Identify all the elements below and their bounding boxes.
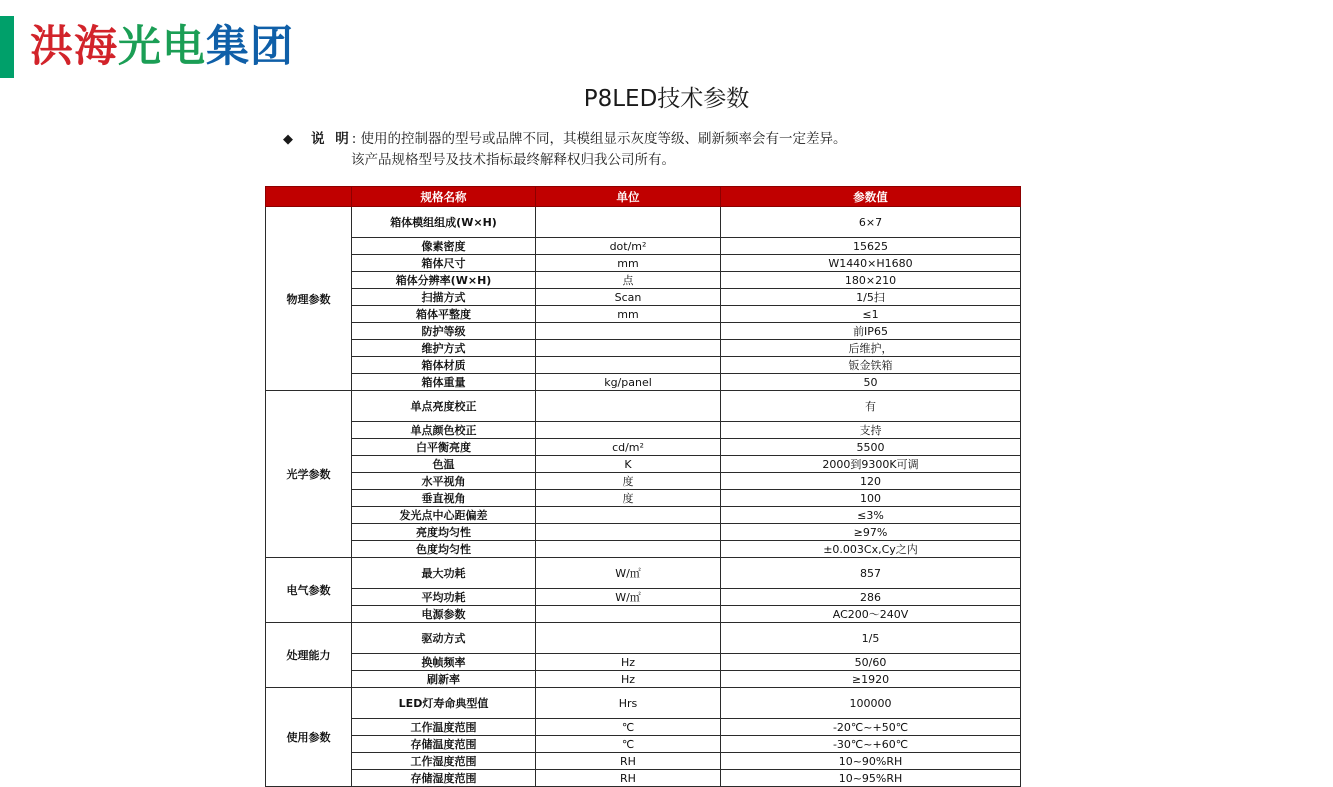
table-cell-unit: 度: [536, 473, 721, 490]
table-cell-spec-name: 最大功耗: [352, 558, 536, 589]
table-cell-unit: RH: [536, 770, 721, 787]
table-cell-value: 2000到9300K可调: [721, 456, 1021, 473]
table-cell-spec-name: 工作温度范围: [352, 719, 536, 736]
table-cell-spec-name: 白平衡亮度: [352, 439, 536, 456]
table-row: [266, 207, 1021, 238]
table-cell-spec-name: 箱体模组组成(W×H): [352, 207, 536, 238]
table-cell-unit: [536, 541, 721, 558]
table-cell-unit: 点: [536, 272, 721, 289]
table-cell-value: -30℃~+60℃: [721, 736, 1021, 753]
table-row: [266, 456, 1021, 473]
table-cell-spec-name: 箱体尺寸: [352, 255, 536, 272]
table-cell-value: 有: [721, 391, 1021, 422]
table-row: [266, 606, 1021, 623]
table-cell-spec-name: 色温: [352, 456, 536, 473]
table-row: [266, 340, 1021, 357]
table-row: [266, 558, 1021, 589]
table-group-label: 使用参数: [266, 688, 352, 787]
table-cell-value: 857: [721, 558, 1021, 589]
table-row: [266, 490, 1021, 507]
table-group-label: 电气参数: [266, 558, 352, 623]
table-cell-unit: [536, 623, 721, 654]
table-row: [266, 589, 1021, 606]
logo-accent-bar: [0, 16, 14, 78]
table-cell-spec-name: 箱体材质: [352, 357, 536, 374]
table-cell-value: W1440×H1680: [721, 255, 1021, 272]
table-cell-spec-name: 垂直视角: [352, 490, 536, 507]
table-cell-spec-name: 平均功耗: [352, 589, 536, 606]
note-label: 说 明: [311, 131, 352, 147]
table-cell-spec-name: 单点颜色校正: [352, 422, 536, 439]
table-cell-value: 前IP65: [721, 323, 1021, 340]
table-cell-spec-name: 存储温度范围: [352, 736, 536, 753]
table-cell-unit: [536, 391, 721, 422]
logo-text-part1: 洪海: [30, 21, 118, 72]
table-row: [266, 524, 1021, 541]
table-cell-spec-name: 存储湿度范围: [352, 770, 536, 787]
table-cell-spec-name: 工作湿度范围: [352, 753, 536, 770]
table-row: [266, 422, 1021, 439]
table-cell-unit: dot/m²: [536, 238, 721, 255]
table-cell-unit: cd/m²: [536, 439, 721, 456]
table-cell-spec-name: 防护等级: [352, 323, 536, 340]
table-cell-unit: [536, 507, 721, 524]
table-cell-spec-name: 箱体重量: [352, 374, 536, 391]
table-cell-spec-name: 色度均匀性: [352, 541, 536, 558]
table-cell-unit: ℃: [536, 736, 721, 753]
spec-table: [265, 186, 1021, 787]
table-cell-unit: mm: [536, 306, 721, 323]
table-cell-unit: [536, 357, 721, 374]
table-cell-spec-name: 维护方式: [352, 340, 536, 357]
table-cell-spec-name: 发光点中心距偏差: [352, 507, 536, 524]
table-cell-unit: 度: [536, 490, 721, 507]
table-cell-unit: K: [536, 456, 721, 473]
table-cell-value: 钣金铁箱: [721, 357, 1021, 374]
table-cell-unit: RH: [536, 753, 721, 770]
table-cell-spec-name: 亮度均匀性: [352, 524, 536, 541]
table-cell-value: 50/60: [721, 654, 1021, 671]
table-row: [266, 391, 1021, 422]
diamond-bullet-icon: ◆: [283, 132, 293, 147]
table-row: [266, 770, 1021, 787]
table-row: [266, 623, 1021, 654]
table-cell-value: 15625: [721, 238, 1021, 255]
table-cell-unit: mm: [536, 255, 721, 272]
logo-wordmark: [30, 21, 294, 72]
table-group-label: 光学参数: [266, 391, 352, 558]
table-cell-spec-name: 电源参数: [352, 606, 536, 623]
table-cell-unit: Hrs: [536, 688, 721, 719]
table-cell-value: 1/5扫: [721, 289, 1021, 306]
table-group-label: 处理能力: [266, 623, 352, 688]
table-row: [266, 671, 1021, 688]
table-head: [266, 187, 1021, 207]
table-row: [266, 357, 1021, 374]
page-title: P8LED技术参数: [583, 86, 750, 112]
table-cell-value: ≥1920: [721, 671, 1021, 688]
table-cell-value: 10~90%RH: [721, 753, 1021, 770]
table-cell-unit: [536, 207, 721, 238]
table-cell-value: 100: [721, 490, 1021, 507]
table-row: [266, 323, 1021, 340]
table-cell-spec-name: 扫描方式: [352, 289, 536, 306]
table-cell-value: 1/5: [721, 623, 1021, 654]
table-cell-value: 100000: [721, 688, 1021, 719]
table-cell-unit: W/㎡: [536, 558, 721, 589]
table-cell-unit: [536, 524, 721, 541]
table-row: [266, 473, 1021, 490]
table-row: [266, 272, 1021, 289]
table-cell-value: ≤1: [721, 306, 1021, 323]
table-cell-value: ≤3%: [721, 507, 1021, 524]
table-row: [266, 439, 1021, 456]
logo-text-part2: 光电: [118, 21, 206, 72]
table-row: [266, 688, 1021, 719]
table-row: [266, 507, 1021, 524]
logo-text-part3: 集团: [206, 21, 294, 72]
table-row: [266, 306, 1021, 323]
table-row: [266, 654, 1021, 671]
table-cell-unit: Hz: [536, 671, 721, 688]
brand-logo: [0, 14, 294, 80]
table-header-cell-name: 规格名称: [352, 187, 536, 207]
table-cell-unit: [536, 606, 721, 623]
table-cell-value: 10~95%RH: [721, 770, 1021, 787]
table-cell-value: 6×7: [721, 207, 1021, 238]
table-cell-unit: kg/panel: [536, 374, 721, 391]
table-cell-unit: [536, 422, 721, 439]
note-line-1: : 使用的控制器的型号或品牌不同，其模组显示灰度等级、刷新频率会有一定差异。: [351, 131, 847, 147]
table-cell-spec-name: LED灯寿命典型值: [352, 688, 536, 719]
table-cell-value: 286: [721, 589, 1021, 606]
table-body: [266, 207, 1021, 787]
table-cell-value: 支持: [721, 422, 1021, 439]
table-cell-unit: [536, 340, 721, 357]
table-cell-value: AC200～240V: [721, 606, 1021, 623]
table-cell-spec-name: 箱体平整度: [352, 306, 536, 323]
table-cell-spec-name: 刷新率: [352, 671, 536, 688]
table-header-cell-value: 参数值: [721, 187, 1021, 207]
note-block: [283, 129, 1043, 171]
table-cell-spec-name: 换帧频率: [352, 654, 536, 671]
table-row: [266, 289, 1021, 306]
table-cell-unit: ℃: [536, 719, 721, 736]
table-cell-value: 5500: [721, 439, 1021, 456]
table-cell-spec-name: 单点亮度校正: [352, 391, 536, 422]
table-row: [266, 374, 1021, 391]
table-cell-spec-name: 驱动方式: [352, 623, 536, 654]
table-cell-spec-name: 箱体分辨率(W×H): [352, 272, 536, 289]
table-cell-value: 120: [721, 473, 1021, 490]
table-cell-spec-name: 水平视角: [352, 473, 536, 490]
table-cell-spec-name: 像素密度: [352, 238, 536, 255]
table-row: [266, 238, 1021, 255]
note-line-2: 该产品规格型号及技术指标最终解释权归我公司所有。: [351, 151, 675, 168]
table-header-cell-unit: 单位: [536, 187, 721, 207]
table-cell-value: 180×210: [721, 272, 1021, 289]
table-header-row: [266, 187, 1021, 207]
table-cell-unit: Scan: [536, 289, 721, 306]
table-cell-value: -20℃~+50℃: [721, 719, 1021, 736]
table-row: [266, 719, 1021, 736]
table-cell-unit: W/㎡: [536, 589, 721, 606]
table-group-label: 物理参数: [266, 207, 352, 391]
table-row: [266, 541, 1021, 558]
table-row: [266, 753, 1021, 770]
table-cell-unit: Hz: [536, 654, 721, 671]
table-cell-value: 后维护，: [721, 340, 1021, 357]
table-cell-value: ≥97%: [721, 524, 1021, 541]
table-row: [266, 255, 1021, 272]
table-header-cell-group: [266, 187, 352, 207]
table-cell-value: 50: [721, 374, 1021, 391]
table-cell-value: ±0.003Cx,Cy之内: [721, 541, 1021, 558]
table-cell-unit: [536, 323, 721, 340]
